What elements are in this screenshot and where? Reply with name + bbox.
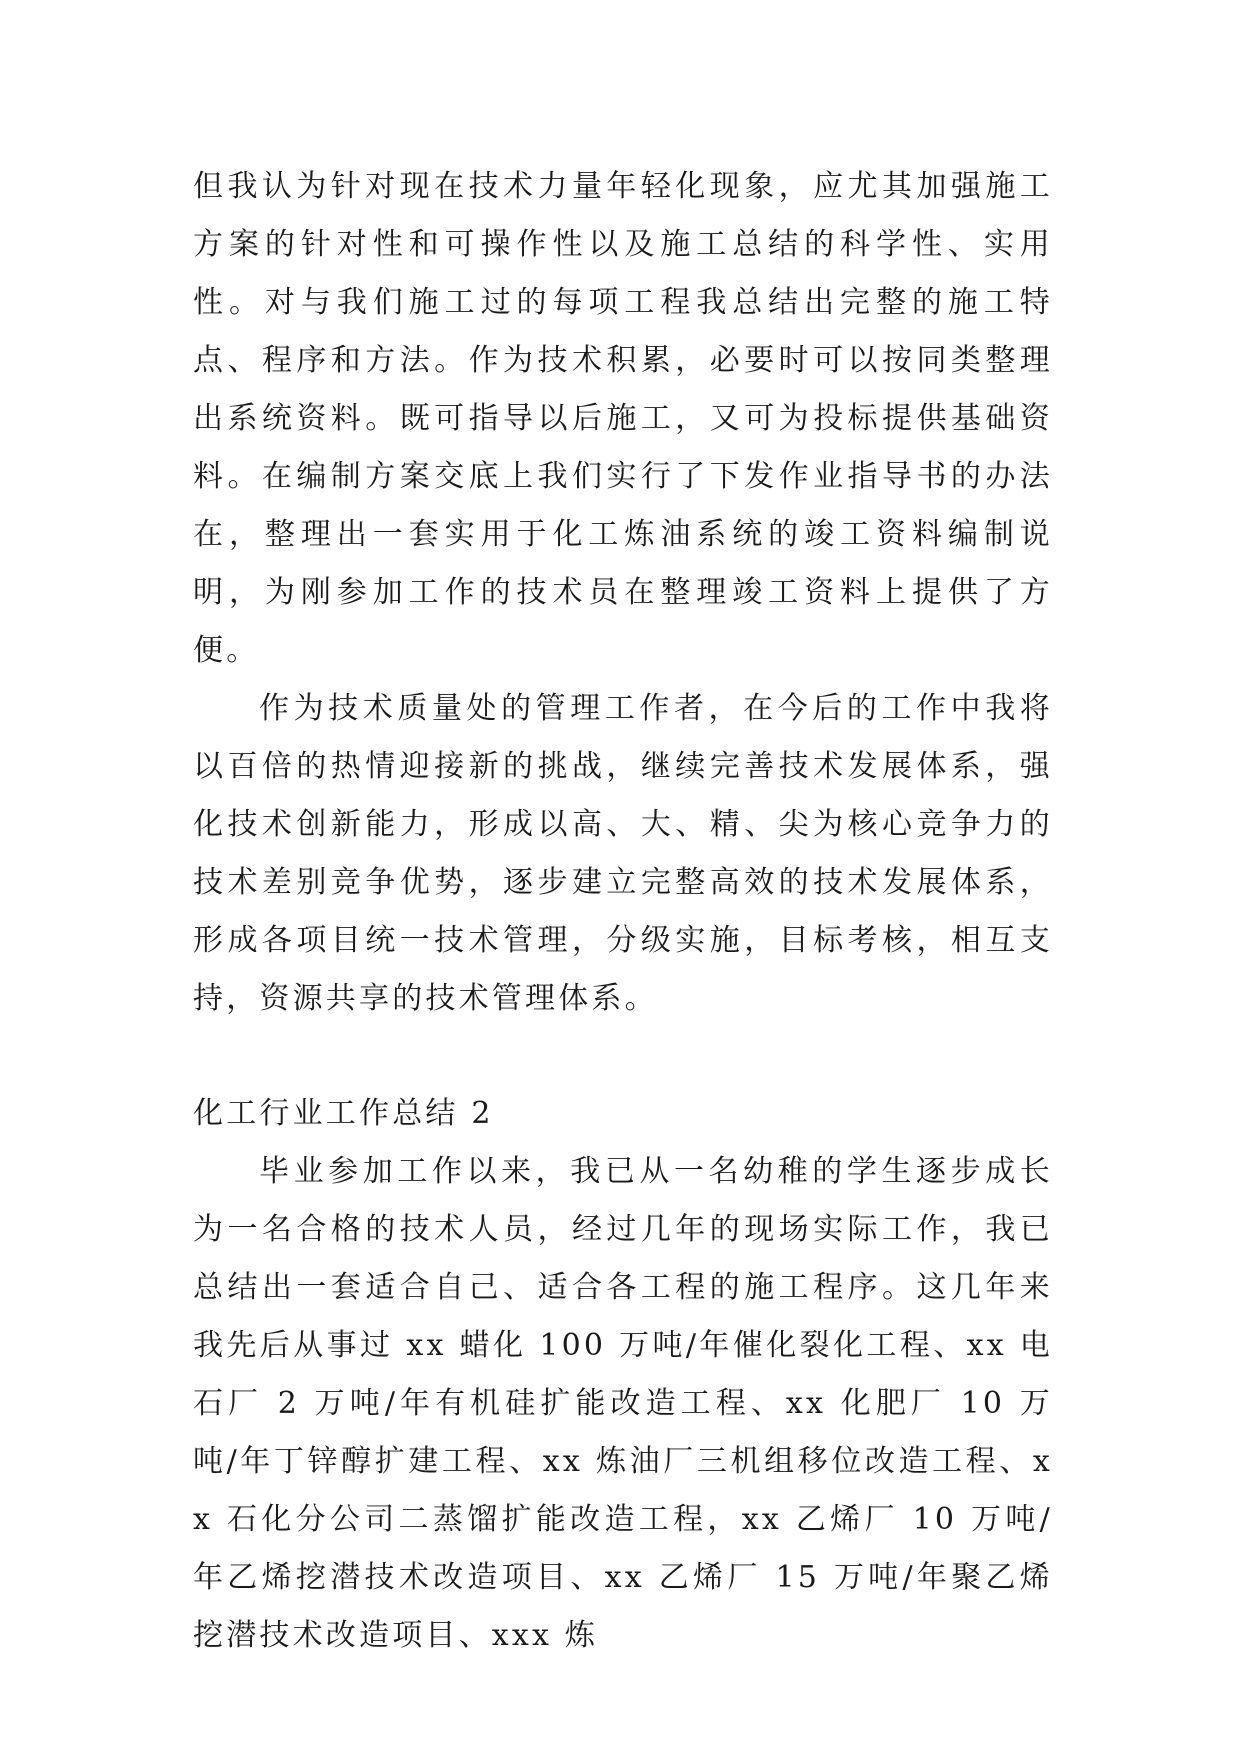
paragraph-continued: 但我认为针对现在技术力量年轻化现象，应尤其加强施工方案的针对性和可操作性以及施工总结的科学性、实用性。对与我们施工过的每项工程我总结出完整的施工特点、程序和方法。作为技术积累，必要时可以按同类整理出系统资料。既可指导以后施工，又可为投标提供基础资料。在编制方案交底上我们实行了下发作业指导书的办法在，整理出一套实用于化工炼油系统的竣工资料编制说明，为刚参加工作的技术员在整理竣工资料上提供了方便。 <box>193 169 1053 668</box>
paragraph-management-outlook: 作为技术质量处的管理工作者，在今后的工作中我将以百倍的热情迎接新的挑战，继续完善技术发展体系，强化技术创新能力，形成以高、大、精、尖为核心竞争力的技术差别竞争优势，逐步建立完整高效的技术发展体系，形成各项目统一技术管理，分级实施，目标考核，相互支持，资源共享的技术管理体系。 <box>193 691 1053 1016</box>
section-title: 化工行业工作总结 2 <box>193 1096 494 1131</box>
paragraph-work-experience: 毕业参加工作以来，我已从一名幼稚的学生逐步成长为一名合格的技术人员，经过几年的现场实际工作，我已总结出一套适合自己、适合各工程的施工程序。这几年来我先后从事过 xx 蜡化 100 万吨/年催化裂化工程、xx 电石厂 2 万吨/年有机硅扩能改造工程、xx 化肥厂 10 万吨/年丁锌醇扩建工程、xx 炼油厂三机组移位改造工程、xx 石化分公司二蒸馏扩能改造工程，xx 乙烯厂 10 万吨/年乙烯挖潜技术改造项目、xx 乙烯厂 15 万吨/年聚乙烯挖潜技术改造项目、xxx 炼 <box>193 1154 1053 1653</box>
document-body <box>193 158 1053 1665</box>
